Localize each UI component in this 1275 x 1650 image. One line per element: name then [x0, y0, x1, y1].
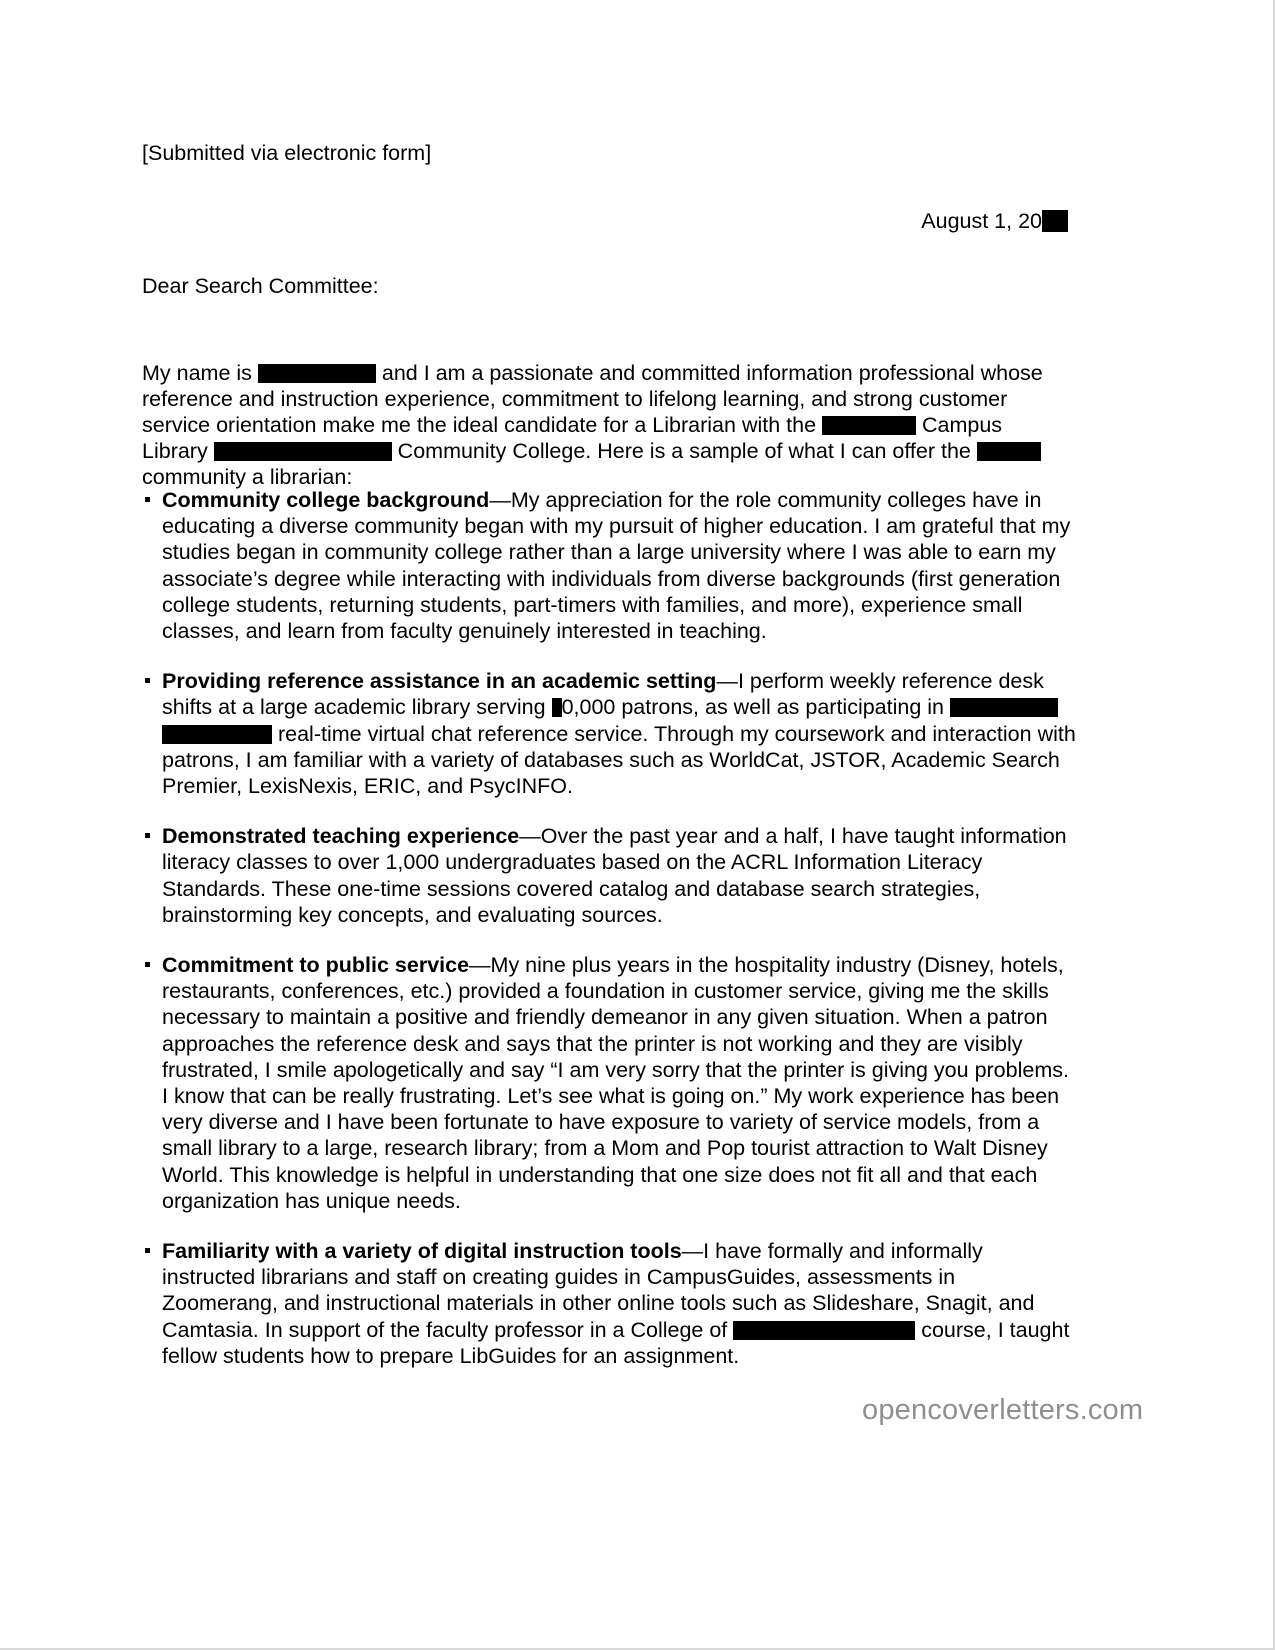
- redaction-bar-community: [977, 442, 1041, 461]
- bullet-content: [162, 952, 1077, 1214]
- em-dash: —: [469, 953, 491, 978]
- bullet-content: [162, 487, 1077, 644]
- bullet-text: My nine plus years in the hospitality industry (Disney, hotels, restaurants, conferences, etc.) provided a foundation in customer service, giving me the skills necessary to maintain a positive and friendly demeanor in any given situation. When a patron approaches the reference desk and says that the printer is not working and they are visibly frustrated, I smile apologetically and say “I am very sorry that the printer is giving you problems. I know that can be really frustrating. Let’s see what is going on.” My work experience has been very diverse and I have been fortunate to have exposure to variety of service models, from a small library to a large, research library; from a Mom and Pop tourist attraction to Walt Disney World. This knowledge is helpful in understanding that one size does not fit all and that each organization has unique needs.: [162, 953, 1069, 1213]
- letter-date: [142, 208, 1068, 234]
- bullet-text: Over the past year and a half, I have taught information literacy classes to over 1,000 undergraduates based on the ACRL Information Literacy Standards. These one-time sessions covered catalog and database search strategies, brainstorming key concepts, and evaluating sources.: [162, 824, 1067, 927]
- redaction-bar-service-1: [950, 698, 1058, 717]
- intro-text-5: community a librarian:: [142, 465, 353, 490]
- em-dash: —: [716, 669, 738, 694]
- bullet-dot-icon: [145, 1248, 150, 1253]
- bullet-text-c: real-time virtual chat reference service. Through my coursework and interaction with patrons, I am familiar with a variety of databases such as WorldCat, JSTOR, Academic Search Premier, LexisNexis, ERIC, and PsycINFO.: [162, 721, 1076, 799]
- bullet-dot-icon: [145, 497, 150, 502]
- list-item: [142, 668, 1077, 799]
- intro-text-3: Campus Library: [142, 412, 1003, 464]
- em-dash: —: [519, 824, 541, 849]
- redaction-bar-name: [258, 364, 376, 383]
- bullet-text-a: I have formally and informally instructed librarians and staff on creating guides in CampusGuides, assessments in Zoomerang, and instructional materials in other online tools such as Slideshare, Snagit, and Camtasia. In support of the faculty professor in a College of: [162, 1239, 1035, 1342]
- bullet-text-a: I perform weekly reference desk shifts at a large academic library serving: [162, 669, 1044, 720]
- bullet-content: [162, 668, 1077, 799]
- list-item: [142, 487, 1077, 644]
- bullet-lead: Commitment to public service: [162, 953, 470, 978]
- intro-text-2: and I am a passionate and committed information professional whose reference and instruction experience, commitment to lifelong learning, and strong customer service orientation make me the ideal candidate for a Librarian with the: [142, 360, 1043, 437]
- salutation: Dear Search Committee:: [142, 274, 379, 298]
- redaction-bar-college-name: [214, 442, 392, 461]
- list-item: [142, 952, 1077, 1214]
- redaction-bar-campus: [822, 416, 916, 435]
- bullet-content: [162, 1238, 1077, 1369]
- date-text: August 1, 20: [921, 209, 1042, 233]
- qualification-list: [142, 487, 1077, 1393]
- intro-paragraph: [142, 360, 1072, 491]
- redaction-bar-year: [1042, 210, 1068, 232]
- intro-text-4: Community College. Here is a sample of what I can offer the: [391, 439, 977, 464]
- bullet-lead: Community college background: [162, 488, 490, 512]
- bullet-dot-icon: [145, 833, 150, 838]
- bullet-text: My appreciation for the role community colleges have in educating a diverse community began with my pursuit of higher education. I am grateful that my studies began in community college rather than a large university where I was able to earn my associate’s degree while interacting with individuals from diverse backgrounds (first generation college students, returning students, part-timers with families, and more), experience small classes, and learn from faculty genuinely interested in teaching.: [162, 488, 1071, 644]
- bullet-dot-icon: [145, 678, 150, 683]
- redaction-bar-service-2: [162, 725, 272, 744]
- list-item: [142, 1238, 1077, 1369]
- bullet-text-b: 0,000 patrons, as well as participating in: [561, 695, 950, 720]
- bullet-text-b: course, I taught fellow students how to prepare LibGuides for an assignment.: [162, 1317, 1070, 1368]
- bullet-content: [162, 823, 1077, 928]
- bullet-lead: Demonstrated teaching experience: [162, 824, 520, 849]
- bullet-dot-icon: [145, 962, 150, 967]
- bullet-lead: Providing reference assistance in an academic setting: [162, 669, 717, 694]
- em-dash: —: [489, 488, 511, 512]
- em-dash: —: [681, 1239, 704, 1264]
- bullet-lead: Familiarity with a variety of digital instruction tools: [162, 1239, 682, 1264]
- submission-note: [Submitted via electronic form]: [142, 141, 432, 165]
- redaction-bar-patron-digit: [552, 698, 562, 717]
- redaction-bar-college-of: [733, 1321, 915, 1340]
- site-watermark: opencoverletters.com: [862, 1394, 1144, 1426]
- intro-text-1: My name is: [142, 360, 258, 385]
- list-item: [142, 823, 1077, 928]
